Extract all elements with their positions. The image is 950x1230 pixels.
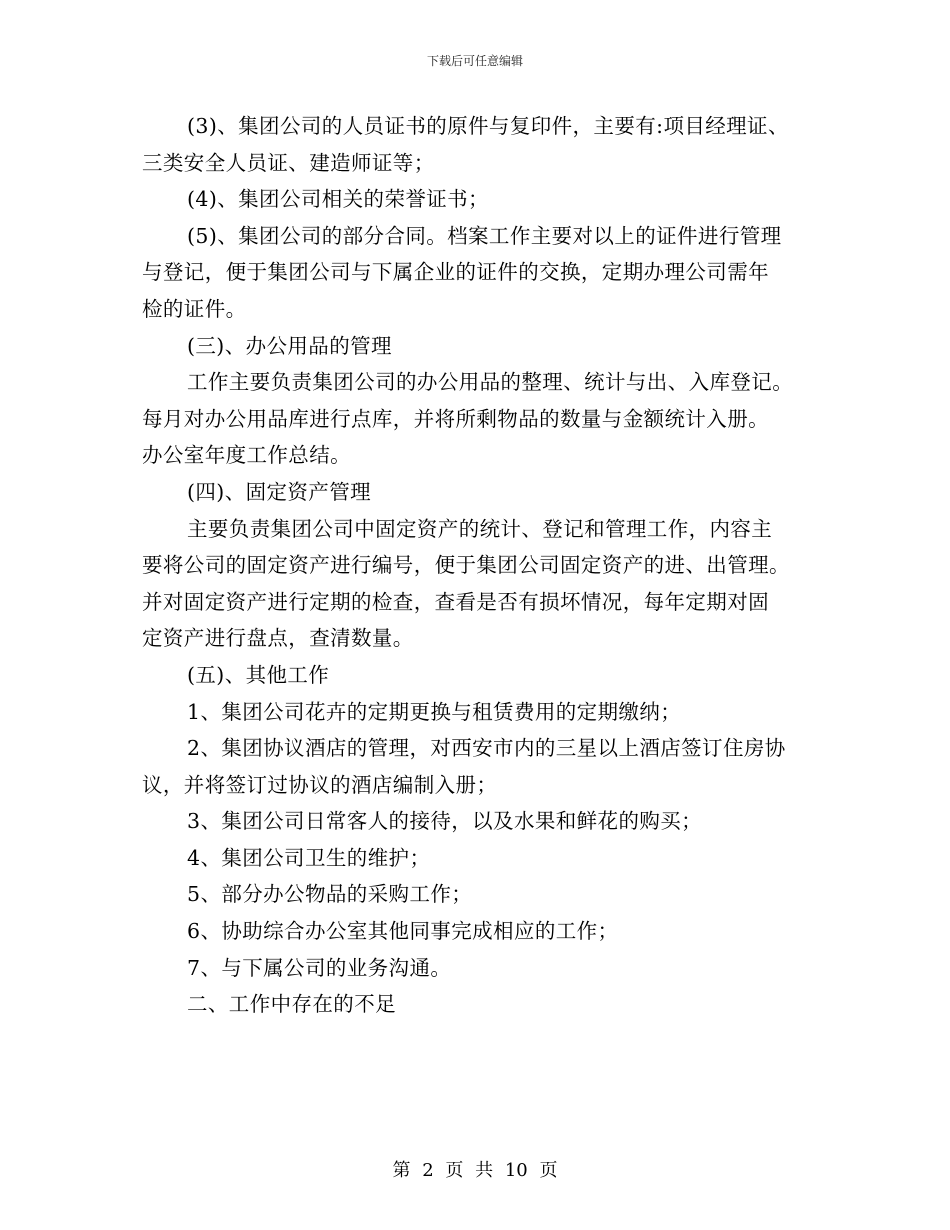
paragraph-line: 三类安全人员证、建造师证等； [142,150,435,175]
paragraph-line: (5)、集团公司的部分合同。档案工作主要对以上的证件进行管理 [187,223,782,248]
paragraph-line: 议，并将签订过协议的酒店编制入册； [142,772,498,797]
paragraph-line: 定资产进行盘点，查清数量。 [142,626,414,651]
list-item: 6、协助综合办公室其他同事完成相应的工作； [187,919,619,944]
list-item: 7、与下属公司的业务沟通。 [187,955,452,980]
paragraph-line: 每月对办公用品库进行点库，并将所剩物品的数量与金额统计入册。 [142,406,769,431]
section-heading: 二、工作中存在的不足 [187,992,396,1017]
section-heading: (五)、其他工作 [187,662,330,687]
page-header-note: 下载后可任意编辑 [426,54,523,68]
document-body [142,108,812,1023]
paragraph-line: 要将公司的固定资产进行编号，便于集团公司固定资产的进、出管理。 [142,553,790,578]
list-item: 3、集团公司日常客人的接待，以及水果和鲜花的购买； [187,809,703,834]
list-item: 4、集团公司卫生的维护； [187,845,431,870]
section-heading: (四)、固定资产管理 [187,479,371,504]
paragraph-line: 工作主要负责集团公司的办公用品的整理、统计与出、入库登记。 [187,370,794,395]
paragraph-line: 与登记，便于集团公司与下属企业的证件的交换，定期办理公司需年 [142,260,769,285]
page-number-footer: 第 2 页 共 10 页 [392,1160,558,1181]
paragraph-line: (3)、集团公司的人员证书的原件与复印件，主要有:项目经理证、 [187,114,789,138]
list-item: 5、部分办公物品的采购工作； [187,882,473,907]
paragraph-line: 办公室年度工作总结。 [142,443,351,468]
section-heading: (三)、办公用品的管理 [187,333,392,358]
paragraph-line: 检的证件。 [142,296,247,321]
list-item: 2、集团协议酒店的管理，对西安市内的三星以上酒店签订住房协 [187,736,786,761]
list-item: 1、集团公司花卉的定期更换与租赁费用的定期缴纳； [187,699,682,724]
paragraph-line: 并对固定资产进行定期的检查，查看是否有损坏情况，每年定期对固 [142,589,769,614]
paragraph-line: (4)、集团公司相关的荣誉证书； [187,187,489,212]
paragraph-line: 主要负责集团公司中固定资产的统计、登记和管理工作，内容主 [187,516,773,541]
